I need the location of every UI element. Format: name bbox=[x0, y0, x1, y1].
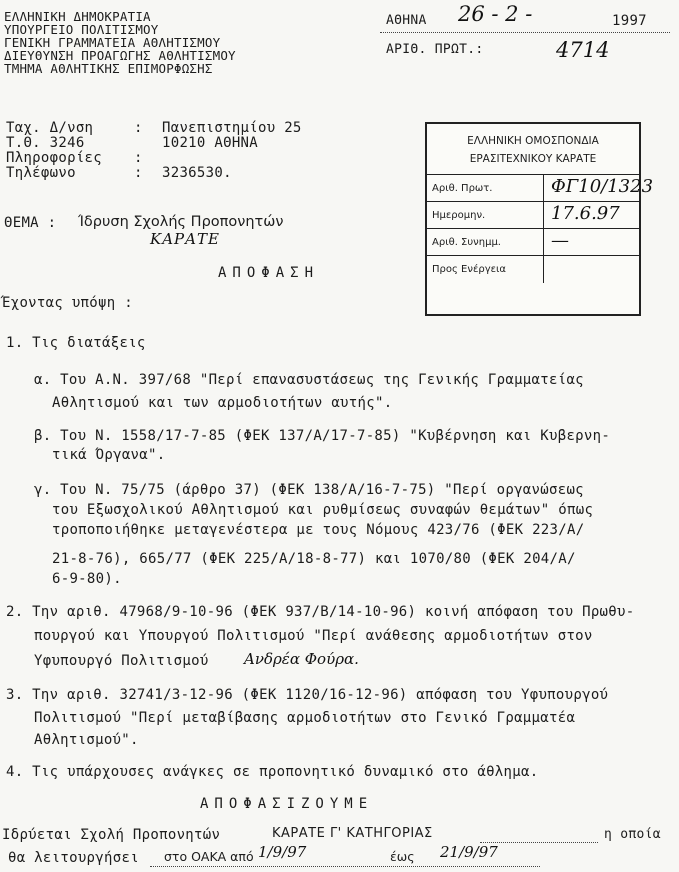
letterhead-line: ΥΠΟΥΡΓΕΙΟ ΠΟΛΙΤΙΣΜΟΥ bbox=[4, 22, 159, 37]
letterhead-line: ΔΙΕΥΘΥΝΣΗ ΠΡΟΑΓΩΓΗΣ ΑΘΛΗΤΙΣΜΟΥ bbox=[4, 48, 236, 63]
stamp-row-label: Ημερομην. bbox=[432, 210, 486, 221]
incoming-stamp bbox=[425, 122, 654, 316]
protocol-label: ΑΡΙΘ. ΠΡΩΤ.: bbox=[386, 42, 484, 57]
letterhead-line: ΕΛΛΗΝΙΚΗ ΔΗΜΟΚΡΑΤΙΑ bbox=[4, 9, 151, 24]
date-underline bbox=[380, 32, 670, 33]
contact-label: Πληροφορίες bbox=[6, 150, 103, 166]
item-1g-line: 21-8-76), 665/77 (ΦΕΚ 225/Α/18-8-77) και 1070/80 (ΦΕΚ 204/Α/ bbox=[52, 551, 576, 567]
item-3-line: 3. Την αριθ. 32741/3-12-96 (ΦΕΚ 1120/16-12-96) απόφαση του Υφυπουργού bbox=[6, 687, 609, 703]
stamp-row-value: 17.6.97 bbox=[551, 203, 620, 224]
protocol-number: 4714 bbox=[556, 38, 610, 62]
stamp-org-line: ΕΛΛΗΝΙΚΗ ΟΜΟΣΠΟΝΔΙΑ bbox=[467, 135, 599, 147]
contact-label: Τ.Θ. 3246 bbox=[6, 135, 85, 151]
stamp-org-line: ΕΡΑΣΙΤΕΧΝΙΚΟΥ ΚΑΡΑΤΕ bbox=[469, 153, 597, 165]
final-text-end: η οποία bbox=[604, 827, 661, 842]
item-2-handwritten: Ανδρέα Φούρα. bbox=[244, 650, 359, 668]
final-underline bbox=[150, 866, 540, 867]
place-label: ΑΘΗΝΑ bbox=[386, 13, 427, 28]
contact-row bbox=[6, 151, 302, 166]
contact-label: Τηλέφωνο bbox=[6, 165, 76, 181]
stamp-row bbox=[427, 228, 639, 256]
item-1b-line: β. Του Ν. 1558/17-7-85 (ΦΕΚ 137/Α/17-7-85) "Κυβέρνηση και Κυβερνη- bbox=[34, 428, 611, 444]
stamp-row bbox=[427, 255, 639, 283]
contact-row bbox=[6, 121, 302, 136]
contact-colon: : bbox=[134, 120, 143, 136]
final-handwritten: έως bbox=[390, 849, 415, 864]
item-1g-line: του Εξωσχολικού Αθλητισμού και ρυθμίσεως συναφών θεμάτων" όπως bbox=[52, 502, 594, 518]
contact-row bbox=[6, 136, 302, 151]
stamp-row bbox=[427, 201, 639, 229]
contact-colon: : bbox=[134, 165, 143, 181]
final-text: Ιδρύεται Σχολή Προπονητών bbox=[2, 827, 221, 843]
item-1b-line: τικά Όργανα". bbox=[52, 447, 166, 463]
contact-value: Πανεπιστημίου 25 bbox=[162, 120, 302, 136]
decision-title: ΑΠΟΦΑΣΗ bbox=[218, 265, 320, 281]
subject-text: Ίδρυση Σχολής Προπονητών bbox=[78, 214, 284, 230]
stamp-row-value: ΦΓ10/1323 bbox=[551, 176, 654, 197]
item-1g-line: γ. Του Ν. 75/75 (άρθρο 37) (ΦΕΚ 138/Α/16-7-75) "Περί οργανώσεως bbox=[34, 482, 584, 498]
item-3-line: Αθλητισμού". bbox=[34, 732, 139, 748]
subject-label: ΘΕΜΑ : bbox=[4, 215, 57, 231]
contact-value: 10210 ΑΘΗΝΑ bbox=[162, 135, 259, 151]
contact-row bbox=[6, 166, 302, 181]
decide-title: ΑΠΟΦΑΣΙΖΟΥΜΕ bbox=[200, 796, 374, 812]
contact-label: Ταχ. Δ/νση bbox=[6, 120, 94, 136]
item-2-line: Υφυπουργό Πολιτισμού bbox=[34, 653, 209, 669]
stamp-divider bbox=[543, 229, 544, 256]
contact-block bbox=[6, 121, 302, 181]
letterhead-line: ΓΕΝΙΚΗ ΓΡΑΜΜΑΤΕΙΑ ΑΘΛΗΤΙΣΜΟΥ bbox=[4, 35, 221, 50]
stamp-divider bbox=[543, 175, 544, 202]
item-3-line: Πολιτισμού "Περί μεταβίβασης αρμοδιοτήτων στο Γενικό Γραμματέα bbox=[34, 710, 576, 726]
final-handwritten: στο ΟΑΚΑ από bbox=[164, 849, 254, 864]
item-4: 4. Τις υπάρχουσες ανάγκες σε προπονητικό δυναμικό στο άθλημα. bbox=[6, 764, 539, 780]
item-2-line: πουργού και Υπουργού Πολιτισμού "Περί ανάθεσης αρμοδιοτήτων στον bbox=[34, 628, 593, 644]
final-handwritten: ΚΑΡΑΤΕ Γ' ΚΑΤΗΓΟΡΙΑΣ bbox=[272, 826, 433, 841]
item-1g-line: τροποποιήθηκε μεταγενέστερα με τους Νόμους 423/76 (ΦΕΚ 223/Α/ bbox=[52, 522, 585, 538]
stamp-divider bbox=[543, 256, 544, 283]
item-1a-line: Αθλητισμού και των αρμοδιοτήτων αυτής". bbox=[52, 395, 393, 411]
final-handwritten: 21/9/97 bbox=[440, 843, 498, 861]
considering: Έχοντας υπόψη : bbox=[2, 295, 133, 311]
item-1: 1. Τις διατάξεις bbox=[6, 335, 146, 351]
contact-colon: : bbox=[134, 150, 143, 166]
letterhead bbox=[4, 10, 236, 75]
stamp-row-value: — bbox=[551, 230, 569, 251]
stamp-row-label: Αριθ. Συνημμ. bbox=[432, 237, 501, 248]
year: 1997 bbox=[612, 13, 647, 29]
item-1a-line: α. Του Α.Ν. 397/68 "Περί επανασυστάσεως της Γενικής Γραμματείας bbox=[34, 372, 584, 388]
stamp-row bbox=[427, 174, 654, 202]
stamp-divider bbox=[543, 202, 544, 229]
date-handwritten: 26 - 2 - bbox=[458, 2, 533, 26]
final-handwritten: 1/9/97 bbox=[258, 843, 307, 861]
stamp-row-label: Προς Ενέργεια bbox=[432, 264, 506, 275]
contact-value: 3236530. bbox=[162, 165, 232, 181]
subject-handwritten: ΚΑΡΑΤΕ bbox=[150, 230, 220, 248]
stamp-row-label: Αριθ. Πρωτ. bbox=[432, 183, 493, 194]
letterhead-line: ΤΜΗΜΑ ΑΘΛΗΤΙΚΗΣ ΕΠΙΜΟΡΦΩΣΗΣ bbox=[4, 61, 213, 76]
final-text: θα λειτουργήσει bbox=[8, 850, 139, 866]
item-2-line: 2. Την αριθ. 47968/9-10-96 (ΦΕΚ 937/Β/14-10-96) κοινή απόφαση του Πρωθυ- bbox=[6, 604, 635, 620]
item-1g-line: 6-9-80). bbox=[52, 571, 122, 587]
